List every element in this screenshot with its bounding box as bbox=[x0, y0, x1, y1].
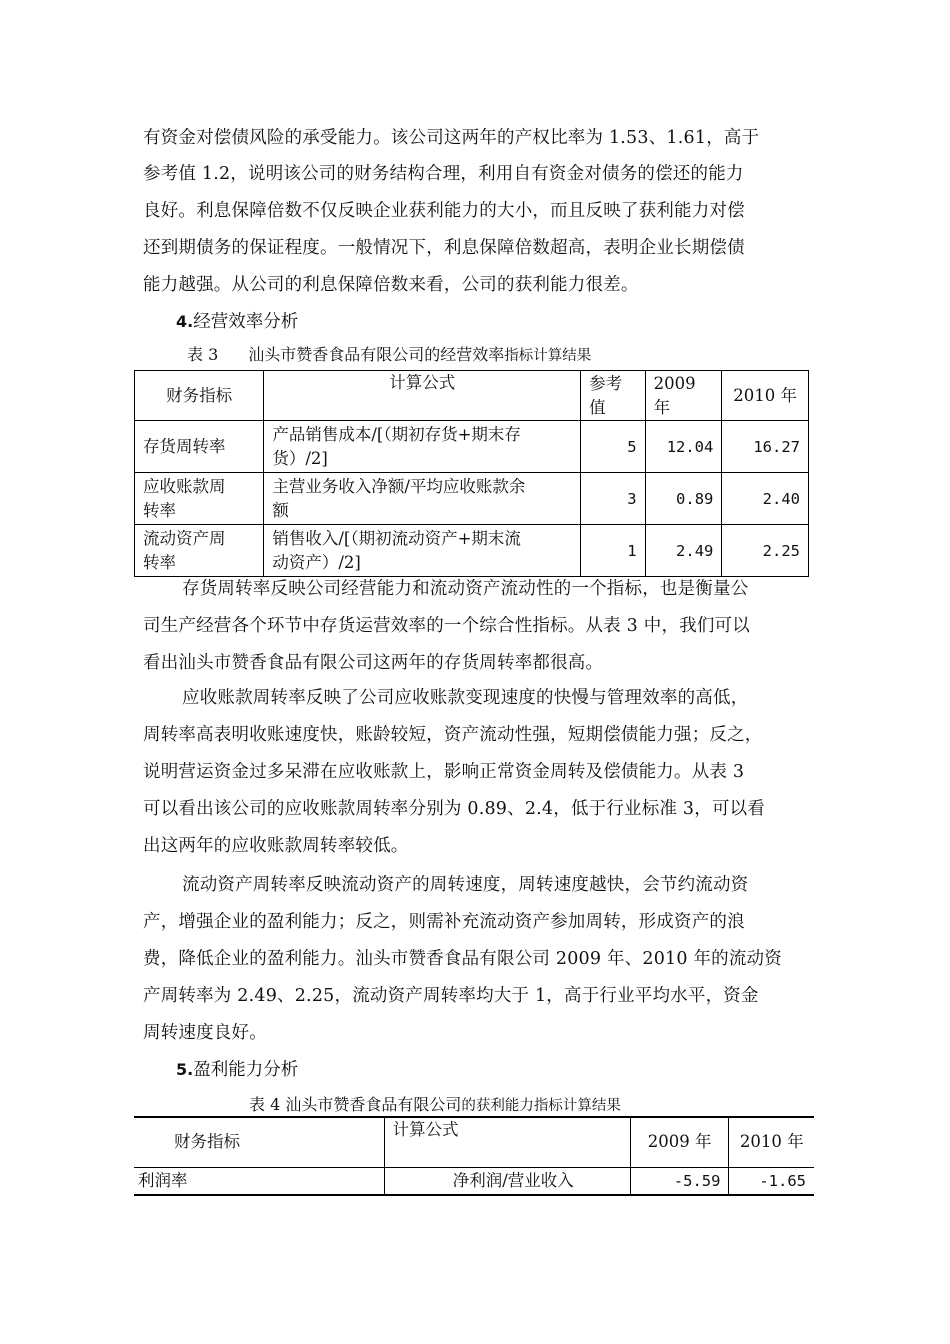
cell-2010: 16.27 bbox=[722, 421, 809, 473]
header-indicator: 财务指标 bbox=[135, 371, 264, 421]
table4-caption-main: 表 4 汕头市赞香食品有限公司 bbox=[249, 1095, 462, 1114]
para3-line-4: 可以看出该公司的应收账款周转率分别为 0.89、2.4，低于行业标准 3，可以看 bbox=[143, 799, 766, 819]
indicator-line-2: 转率 bbox=[143, 552, 176, 572]
header-2009 bbox=[645, 371, 722, 421]
header-2010: 2010 年 bbox=[722, 371, 809, 421]
header-formula: 计算公式 bbox=[384, 1117, 630, 1167]
cell-2010: -1.65 bbox=[729, 1167, 814, 1195]
formula-line-1: 销售收入/[（期初流动资产+期末流 bbox=[272, 528, 521, 548]
para3-line-2: 周转率高表明收账速度快，账龄较短，资产流动性强，短期偿债能力强；反之， bbox=[143, 725, 763, 745]
table-header-row bbox=[135, 371, 809, 421]
header-ref-line-1: 参考 bbox=[589, 373, 623, 393]
section-title: 经营效率分析 bbox=[193, 312, 299, 332]
para1-line-4: 还到期债务的保证程度。一般情况下，利息保障倍数超高，表明企业长期偿债 bbox=[143, 238, 745, 258]
table-4 bbox=[134, 1116, 814, 1196]
table-3 bbox=[134, 370, 809, 577]
table4-caption-small: 的获利能力指标计算结果 bbox=[461, 1098, 621, 1114]
table4-caption bbox=[249, 1094, 621, 1117]
para2-line-1: 存货周转率反映公司经营能力和流动资产流动性的一个指标，也是衡量公 bbox=[182, 579, 749, 599]
para3-line-3: 说明营运资金过多呆滞在应收账款上，影响正常资金周转及偿债能力。从表 3 bbox=[143, 762, 745, 782]
para4-line-4: 产周转率为 2.49、2.25，流动资产周转率均大于 1，高于行业平均水平，资金 bbox=[143, 986, 759, 1006]
cell-2009: 2.49 bbox=[645, 525, 722, 577]
header-indicator: 财务指标 bbox=[134, 1117, 384, 1167]
formula-line-2: 动资产）/2] bbox=[272, 552, 361, 572]
para1-line-2: 参考值 1.2，说明该公司的财务结构合理，利用自有资金对债务的偿还的能力 bbox=[143, 164, 744, 184]
header-ref bbox=[581, 371, 645, 421]
indicator-line-1: 应收账款周 bbox=[143, 476, 226, 496]
header-2009: 2009 年 bbox=[630, 1117, 729, 1167]
table3-caption-prefix: 表 3 bbox=[187, 345, 219, 364]
para4-line-5: 周转速度良好。 bbox=[143, 1023, 267, 1043]
section-number: 4. bbox=[176, 312, 194, 331]
header-formula: 计算公式 bbox=[264, 371, 581, 421]
table3-caption-small: 指标计算结果 bbox=[504, 348, 592, 364]
table-row bbox=[135, 421, 809, 473]
cell-ref: 5 bbox=[581, 421, 645, 473]
table-row bbox=[135, 525, 809, 577]
table-header-row bbox=[134, 1117, 814, 1167]
table-row bbox=[134, 1167, 814, 1195]
indicator-line-1: 流动资产周 bbox=[143, 528, 226, 548]
cell-2010: 2.40 bbox=[722, 473, 809, 525]
formula-line-2: 货）/2] bbox=[272, 448, 328, 468]
para2-line-2: 司生产经营各个环节中存货运营效率的一个综合性指标。从表 3 中，我们可以 bbox=[143, 616, 750, 636]
table-row bbox=[135, 473, 809, 525]
para4-line-1: 流动资产周转率反映流动资产的周转速度，周转速度越快，会节约流动资 bbox=[182, 875, 749, 895]
cell-ref: 3 bbox=[581, 473, 645, 525]
cell-2009: 0.89 bbox=[645, 473, 722, 525]
header-2009-line-1: 2009 bbox=[653, 373, 696, 393]
indicator-line-2: 转率 bbox=[143, 500, 176, 520]
para4-line-2: 产，增强企业的盈利能力；反之，则需补充流动资产参加周转，形成资产的浪 bbox=[143, 912, 745, 932]
section-heading-5 bbox=[176, 1058, 298, 1082]
cell-formula bbox=[264, 525, 581, 577]
cell-2010: 2.25 bbox=[722, 525, 809, 577]
header-2010: 2010 年 bbox=[729, 1117, 814, 1167]
section-number: 5. bbox=[176, 1060, 194, 1079]
cell-ref: 1 bbox=[581, 525, 645, 577]
formula-line-2: 额 bbox=[272, 500, 289, 520]
cell-2009: -5.59 bbox=[630, 1167, 729, 1195]
cell-2009: 12.04 bbox=[645, 421, 722, 473]
cell-indicator bbox=[135, 473, 264, 525]
section-title: 盈利能力分析 bbox=[193, 1060, 299, 1080]
para1-line-5: 能力越强。从公司的利息保障倍数来看，公司的获利能力很差。 bbox=[143, 275, 639, 295]
cell-indicator bbox=[135, 421, 264, 473]
header-ref-line-2: 值 bbox=[589, 397, 606, 417]
cell-indicator bbox=[135, 525, 264, 577]
para3-line-5: 出这两年的应收账款周转率较低。 bbox=[143, 836, 409, 856]
formula-line-1: 主营业务收入净额/平均应收账款余 bbox=[272, 476, 526, 496]
para2-line-3: 看出汕头市赞香食品有限公司这两年的存货周转率都很高。 bbox=[143, 653, 604, 673]
cell-formula: 净利润/营业收入 bbox=[384, 1167, 630, 1195]
para1-line-3: 良好。利息保障倍数不仅反映企业获利能力的大小，而且反映了获利能力对偿 bbox=[143, 201, 745, 221]
formula-line-1: 产品销售成本/[（期初存货+期末存 bbox=[272, 424, 521, 444]
cell-formula bbox=[264, 473, 581, 525]
table3-caption bbox=[187, 344, 591, 367]
cell-formula bbox=[264, 421, 581, 473]
table3-caption-main: 汕头市赞香食品有限公司的经营效率 bbox=[248, 345, 505, 364]
para3-line-1: 应收账款周转率反映了公司应收账款变现速度的快慢与管理效率的高低， bbox=[182, 688, 749, 708]
para4-line-3: 费，降低企业的盈利能力。汕头市赞香食品有限公司 2009 年、2010 年的流动资 bbox=[143, 949, 782, 969]
section-heading-4 bbox=[176, 310, 298, 334]
cell-indicator: 利润率 bbox=[134, 1167, 384, 1195]
indicator-line-1: 存货周转率 bbox=[143, 436, 226, 456]
para1-line-1: 有资金对偿债风险的承受能力。该公司这两年的产权比率为 1.53、1.61，高于 bbox=[143, 128, 760, 148]
header-2009-line-2: 年 bbox=[653, 397, 671, 417]
